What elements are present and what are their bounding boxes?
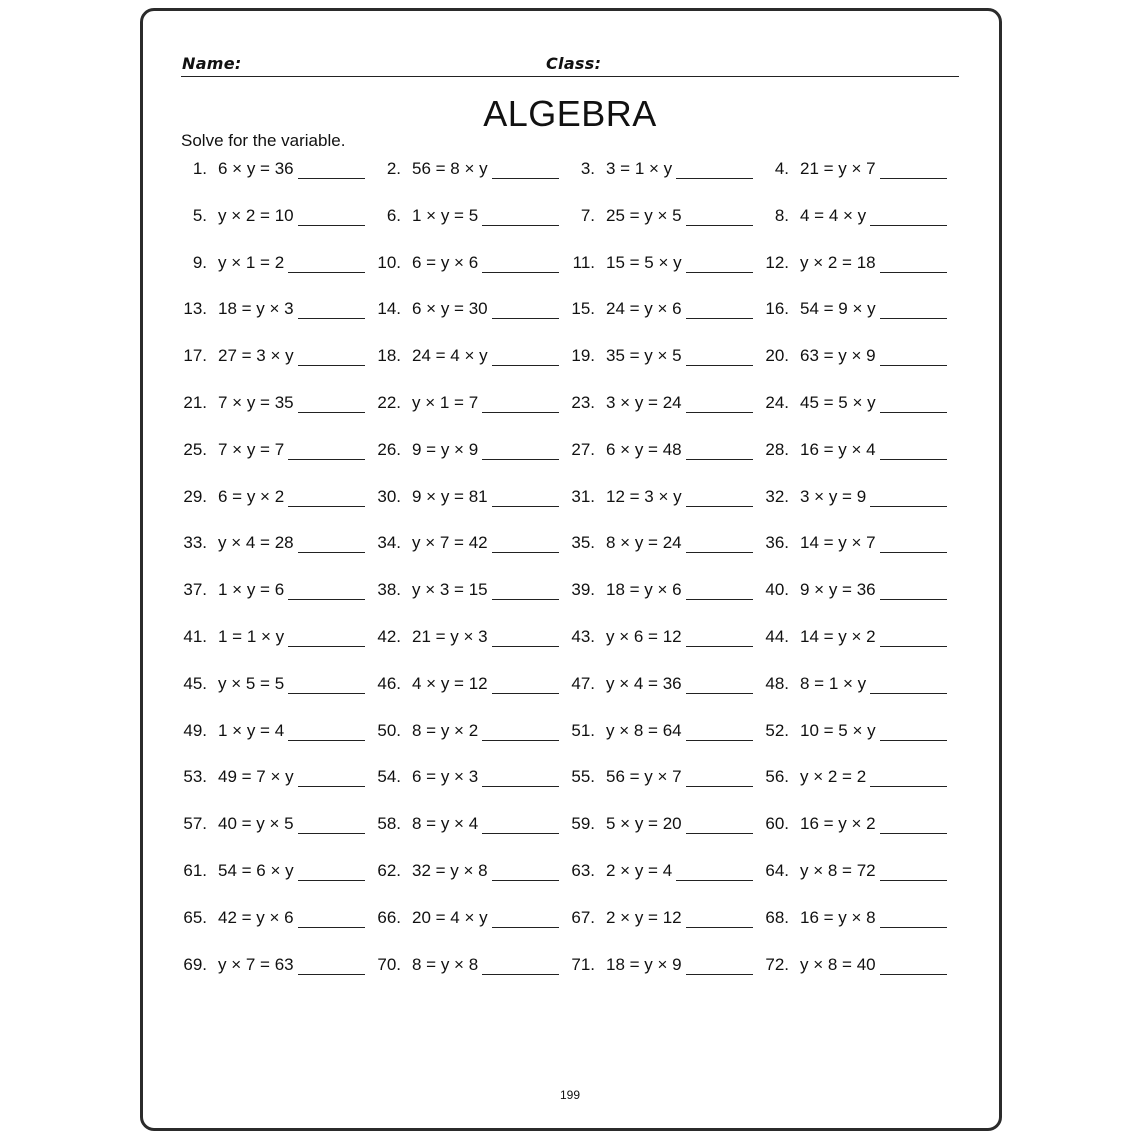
problem-number: 71.	[571, 954, 595, 974]
answer-blank[interactable]	[288, 599, 365, 600]
problem-item	[181, 206, 371, 232]
problem-equation: y × 8 = 64	[606, 720, 682, 740]
problem-equation: y × 4 = 28	[218, 533, 294, 553]
problem-item	[181, 955, 371, 981]
problem-equation: 32 = y × 8	[412, 861, 488, 880]
problem-number: 27.	[571, 439, 595, 459]
problem-equation: 9 × y = 36	[800, 580, 876, 600]
answer-blank[interactable]	[686, 786, 753, 787]
problem-equation: 24 = 4 × y	[412, 346, 488, 366]
problem-equation: y × 2 = 10	[218, 205, 294, 225]
answer-blank[interactable]	[686, 506, 753, 507]
problem-item	[763, 580, 953, 606]
answer-blank[interactable]	[870, 506, 947, 507]
problem-number: 59.	[571, 814, 595, 834]
problem-item	[181, 533, 371, 559]
answer-blank[interactable]	[298, 178, 365, 179]
problem-equation: 6 = y × 3	[412, 767, 479, 787]
problem-number: 68.	[765, 907, 789, 927]
problem-equation: y × 6 = 12	[606, 627, 682, 646]
answer-blank[interactable]	[880, 740, 947, 741]
problem-number: 7.	[580, 205, 595, 225]
problem-equation: 9 × y = 81	[412, 486, 488, 506]
answer-blank[interactable]	[492, 693, 559, 694]
answer-blank[interactable]	[880, 459, 947, 460]
problem-item	[375, 627, 565, 653]
problem-number: 32.	[765, 486, 789, 506]
answer-blank[interactable]	[298, 786, 365, 787]
problem-number: 40.	[765, 580, 789, 600]
problem-number: 26.	[377, 439, 401, 459]
problem-number: 5.	[192, 205, 207, 225]
problem-item	[181, 580, 371, 606]
problem-item	[569, 346, 759, 372]
problem-item	[375, 299, 565, 325]
answer-blank[interactable]	[288, 646, 365, 647]
problem-equation: y × 8 = 72	[800, 861, 876, 880]
problem-number: 54.	[377, 767, 401, 787]
problem-item	[569, 440, 759, 466]
problem-number: 49.	[183, 720, 207, 740]
answer-blank[interactable]	[482, 272, 559, 273]
answer-blank[interactable]	[880, 412, 947, 413]
problem-item	[181, 159, 371, 185]
problem-equation: 45 = 5 × y	[800, 393, 876, 412]
answer-blank[interactable]	[686, 225, 753, 226]
answer-blank[interactable]	[880, 365, 947, 366]
answer-blank[interactable]	[880, 646, 947, 647]
problem-item	[181, 393, 371, 419]
problem-number: 33.	[183, 533, 207, 553]
page-number: 199	[559, 1088, 581, 1102]
problem-number: 51.	[571, 720, 595, 740]
problem-number: 20.	[765, 346, 789, 366]
problem-equation: 18 = y × 3	[218, 299, 294, 319]
problem-number: 14.	[377, 299, 401, 319]
problem-number: 13.	[183, 299, 207, 319]
problem-number: 16.	[765, 299, 789, 319]
worksheet-title: ALGEBRA	[483, 93, 657, 134]
answer-blank[interactable]	[298, 833, 365, 834]
problem-item	[181, 487, 371, 513]
problem-number: 69.	[183, 954, 207, 974]
problem-item	[763, 440, 953, 466]
answer-blank[interactable]	[482, 459, 559, 460]
problem-number: 45.	[183, 673, 207, 693]
problem-equation: 56 = y × 7	[606, 767, 682, 787]
problem-number: 30.	[377, 486, 401, 506]
problem-number: 62.	[377, 861, 401, 880]
problem-number: 6.	[386, 205, 401, 225]
problem-equation: 16 = y × 4	[800, 439, 876, 459]
problem-number: 41.	[183, 627, 207, 646]
answer-blank[interactable]	[492, 880, 559, 881]
problem-equation: 35 = y × 5	[606, 346, 682, 366]
problem-item	[375, 206, 565, 232]
header-write-line[interactable]	[181, 76, 959, 77]
problem-item	[181, 627, 371, 653]
problem-item	[763, 767, 953, 793]
problem-equation: 54 = 9 × y	[800, 299, 876, 319]
problem-number: 50.	[377, 720, 401, 740]
problem-number: 67.	[571, 907, 595, 927]
problem-item	[569, 908, 759, 934]
problem-number: 43.	[571, 627, 595, 646]
problem-item	[375, 814, 565, 840]
problem-item	[375, 861, 565, 887]
instructions: Solve for the variable.	[181, 131, 346, 150]
problem-item	[181, 440, 371, 466]
answer-blank[interactable]	[482, 833, 559, 834]
problem-equation: 18 = y × 9	[606, 954, 682, 974]
answer-blank[interactable]	[686, 646, 753, 647]
problem-equation: 12 = 3 × y	[606, 486, 682, 506]
answer-blank[interactable]	[492, 178, 559, 179]
problem-item	[569, 206, 759, 232]
problem-equation: y × 3 = 15	[412, 580, 488, 600]
problem-equation: 7 × y = 7	[218, 439, 285, 459]
problem-number: 61.	[183, 861, 207, 880]
problem-item	[569, 393, 759, 419]
answer-blank[interactable]	[492, 318, 559, 319]
problem-equation: 6 × y = 30	[412, 299, 488, 319]
problem-equation: 1 × y = 6	[218, 580, 285, 600]
problem-equation: 6 = y × 2	[218, 486, 285, 506]
problem-item	[569, 721, 759, 747]
answer-blank[interactable]	[288, 459, 365, 460]
problem-item	[569, 299, 759, 325]
problem-equation: 54 = 6 × y	[218, 861, 294, 880]
problem-item	[763, 674, 953, 700]
problem-item	[569, 674, 759, 700]
problem-item	[763, 908, 953, 934]
problem-number: 21.	[183, 393, 207, 412]
problem-item	[763, 955, 953, 981]
problem-equation: 1 × y = 4	[218, 720, 285, 740]
answer-blank[interactable]	[288, 506, 365, 507]
problem-number: 18.	[377, 346, 401, 366]
problem-number: 2.	[386, 159, 401, 178]
problem-item	[569, 533, 759, 559]
problem-item	[375, 346, 565, 372]
answer-blank[interactable]	[686, 927, 753, 928]
problem-equation: y × 2 = 18	[800, 252, 876, 272]
problem-equation: 42 = y × 6	[218, 907, 294, 927]
answer-blank[interactable]	[870, 225, 947, 226]
problem-equation: 15 = 5 × y	[606, 252, 682, 272]
problem-equation: 6 × y = 48	[606, 439, 682, 459]
problem-equation: 8 = y × 2	[412, 720, 479, 740]
answer-blank[interactable]	[482, 412, 559, 413]
answer-blank[interactable]	[288, 693, 365, 694]
answer-blank[interactable]	[686, 974, 753, 975]
problem-equation: 1 × y = 5	[412, 205, 479, 225]
problem-item	[569, 159, 759, 185]
problem-item	[569, 767, 759, 793]
answer-blank[interactable]	[870, 786, 947, 787]
problem-number: 44.	[765, 627, 789, 646]
problem-item	[375, 159, 565, 185]
problem-item	[569, 627, 759, 653]
answer-blank[interactable]	[288, 740, 365, 741]
problem-item	[763, 159, 953, 185]
problem-equation: 2 × y = 12	[606, 907, 682, 927]
problem-item	[375, 721, 565, 747]
answer-blank[interactable]	[492, 365, 559, 366]
problem-equation: 8 = y × 8	[412, 954, 479, 974]
problem-number: 48.	[765, 673, 789, 693]
answer-blank[interactable]	[880, 272, 947, 273]
problem-equation: y × 7 = 42	[412, 533, 488, 553]
problem-equation: 40 = y × 5	[218, 814, 294, 834]
problem-number: 70.	[377, 954, 401, 974]
problem-equation: 18 = y × 6	[606, 580, 682, 600]
answer-blank[interactable]	[482, 225, 559, 226]
problem-number: 72.	[765, 954, 789, 974]
answer-blank[interactable]	[686, 272, 753, 273]
answer-blank[interactable]	[298, 318, 365, 319]
problem-item	[181, 814, 371, 840]
answer-blank[interactable]	[880, 880, 947, 881]
problem-equation: 27 = 3 × y	[218, 346, 294, 366]
problem-number: 39.	[571, 580, 595, 600]
answer-blank[interactable]	[676, 178, 753, 179]
problem-item	[375, 908, 565, 934]
answer-blank[interactable]	[880, 599, 947, 600]
problem-item	[763, 814, 953, 840]
problem-equation: 5 × y = 20	[606, 814, 682, 834]
problem-equation: 1 = 1 × y	[218, 627, 285, 646]
problem-equation: y × 8 = 40	[800, 954, 876, 974]
problem-item	[375, 580, 565, 606]
answer-blank[interactable]	[686, 740, 753, 741]
problem-number: 10.	[377, 252, 401, 272]
problem-equation: 14 = y × 7	[800, 533, 876, 553]
problem-number: 55.	[571, 767, 595, 787]
answer-blank[interactable]	[482, 974, 559, 975]
problem-equation: 16 = y × 8	[800, 907, 876, 927]
problem-number: 47.	[571, 673, 595, 693]
problem-number: 42.	[377, 627, 401, 646]
problem-equation: 20 = 4 × y	[412, 907, 488, 927]
problem-equation: y × 2 = 2	[800, 767, 867, 787]
problem-item	[181, 767, 371, 793]
problem-equation: 8 × y = 24	[606, 533, 682, 553]
answer-blank[interactable]	[492, 927, 559, 928]
problem-item	[763, 533, 953, 559]
problem-number: 46.	[377, 673, 401, 693]
problem-equation: 16 = y × 2	[800, 814, 876, 834]
problem-item	[763, 253, 953, 279]
problem-item	[763, 299, 953, 325]
problem-equation: 6 = y × 6	[412, 252, 479, 272]
problem-number: 37.	[183, 580, 207, 600]
problem-equation: 10 = 5 × y	[800, 720, 876, 740]
problem-item	[375, 393, 565, 419]
answer-blank[interactable]	[880, 974, 947, 975]
problem-number: 35.	[571, 533, 595, 553]
problem-equation: y × 7 = 63	[218, 954, 294, 974]
answer-blank[interactable]	[298, 880, 365, 881]
problem-number: 36.	[765, 533, 789, 553]
answer-blank[interactable]	[880, 833, 947, 834]
answer-blank[interactable]	[492, 506, 559, 507]
problem-item	[763, 346, 953, 372]
problem-item	[181, 346, 371, 372]
problem-equation: 8 = 1 × y	[800, 673, 867, 693]
problem-item	[763, 206, 953, 232]
problem-equation: 21 = y × 3	[412, 627, 488, 646]
problem-number: 9.	[192, 252, 207, 272]
answer-blank[interactable]	[676, 880, 753, 881]
problem-number: 63.	[571, 861, 595, 880]
problem-item	[375, 487, 565, 513]
problem-equation: 9 = y × 9	[412, 439, 479, 459]
answer-blank[interactable]	[492, 552, 559, 553]
answer-blank[interactable]	[298, 225, 365, 226]
problem-item	[763, 487, 953, 513]
problem-number: 19.	[571, 346, 595, 366]
problem-number: 65.	[183, 907, 207, 927]
problem-item	[375, 955, 565, 981]
problem-item	[181, 908, 371, 934]
problem-equation: 3 = 1 × y	[606, 159, 673, 178]
problem-number: 31.	[571, 486, 595, 506]
problem-item	[181, 299, 371, 325]
class-label: Class:	[546, 54, 602, 73]
answer-blank[interactable]	[298, 552, 365, 553]
problem-equation: 7 × y = 35	[218, 393, 294, 412]
problem-item	[569, 253, 759, 279]
answer-blank[interactable]	[492, 646, 559, 647]
problem-number: 15.	[571, 299, 595, 319]
problem-equation: y × 1 = 2	[218, 252, 285, 272]
answer-blank[interactable]	[870, 693, 947, 694]
problem-equation: 2 × y = 4	[606, 861, 673, 880]
problem-item	[181, 861, 371, 887]
problem-item	[763, 393, 953, 419]
problem-equation: 24 = y × 6	[606, 299, 682, 319]
answer-blank[interactable]	[686, 459, 753, 460]
problem-number: 29.	[183, 486, 207, 506]
problem-item	[569, 861, 759, 887]
answer-blank[interactable]	[482, 740, 559, 741]
problem-equation: 6 × y = 36	[218, 159, 294, 178]
problem-number: 17.	[183, 346, 207, 366]
problem-number: 1.	[192, 159, 207, 178]
problem-number: 38.	[377, 580, 401, 600]
problem-number: 24.	[765, 393, 789, 412]
problem-number: 28.	[765, 439, 789, 459]
answer-blank[interactable]	[686, 552, 753, 553]
problem-equation: 49 = 7 × y	[218, 767, 294, 787]
problem-equation: y × 1 = 7	[412, 393, 479, 412]
problem-equation: 56 = 8 × y	[412, 159, 488, 178]
problem-number: 52.	[765, 720, 789, 740]
answer-blank[interactable]	[686, 412, 753, 413]
problem-number: 64.	[765, 861, 789, 880]
problem-equation: 8 = y × 4	[412, 814, 479, 834]
problem-item	[763, 721, 953, 747]
answer-blank[interactable]	[880, 552, 947, 553]
problem-number: 34.	[377, 533, 401, 553]
answer-blank[interactable]	[298, 365, 365, 366]
problem-number: 11.	[572, 252, 595, 272]
problem-number: 23.	[571, 393, 595, 412]
problem-number: 57.	[183, 814, 207, 834]
problem-item	[181, 674, 371, 700]
problem-item	[569, 580, 759, 606]
answer-blank[interactable]	[880, 927, 947, 928]
answer-blank[interactable]	[686, 365, 753, 366]
answer-blank[interactable]	[298, 927, 365, 928]
problem-equation: y × 5 = 5	[218, 673, 285, 693]
problem-number: 25.	[183, 439, 207, 459]
problem-equation: 3 × y = 9	[800, 486, 867, 506]
answer-blank[interactable]	[492, 599, 559, 600]
answer-blank[interactable]	[880, 318, 947, 319]
problem-equation: 4 = 4 × y	[800, 205, 867, 225]
problem-item	[763, 861, 953, 887]
problem-item	[181, 253, 371, 279]
problem-number: 56.	[765, 767, 789, 787]
problem-number: 22.	[377, 393, 401, 412]
problem-item	[375, 674, 565, 700]
problem-number: 8.	[774, 205, 789, 225]
answer-blank[interactable]	[298, 974, 365, 975]
problem-number: 66.	[377, 907, 401, 927]
problem-equation: 63 = y × 9	[800, 346, 876, 366]
problem-equation: 3 × y = 24	[606, 393, 682, 412]
problem-number: 4.	[774, 159, 789, 178]
answer-blank[interactable]	[686, 833, 753, 834]
problem-number: 60.	[765, 814, 789, 834]
answer-blank[interactable]	[686, 599, 753, 600]
problem-number: 58.	[377, 814, 401, 834]
name-label: Name:	[182, 54, 242, 73]
answer-blank[interactable]	[686, 318, 753, 319]
problem-equation: 21 = y × 7	[800, 159, 876, 178]
problem-number: 3.	[580, 159, 595, 178]
problem-item	[375, 253, 565, 279]
problem-item	[375, 440, 565, 466]
answer-blank[interactable]	[482, 786, 559, 787]
problem-equation: 25 = y × 5	[606, 205, 682, 225]
problem-item	[569, 814, 759, 840]
problem-item	[375, 767, 565, 793]
problem-item	[181, 721, 371, 747]
problem-item	[569, 955, 759, 981]
problem-equation: 4 × y = 12	[412, 673, 488, 693]
answer-blank[interactable]	[288, 272, 365, 273]
answer-blank[interactable]	[880, 178, 947, 179]
problem-number: 53.	[183, 767, 207, 787]
problem-number: 12.	[765, 252, 789, 272]
problem-item	[569, 487, 759, 513]
problem-item	[375, 533, 565, 559]
problem-equation: 14 = y × 2	[800, 627, 876, 646]
problem-item	[763, 627, 953, 653]
problem-equation: y × 4 = 36	[606, 673, 682, 693]
answer-blank[interactable]	[298, 412, 365, 413]
answer-blank[interactable]	[686, 693, 753, 694]
